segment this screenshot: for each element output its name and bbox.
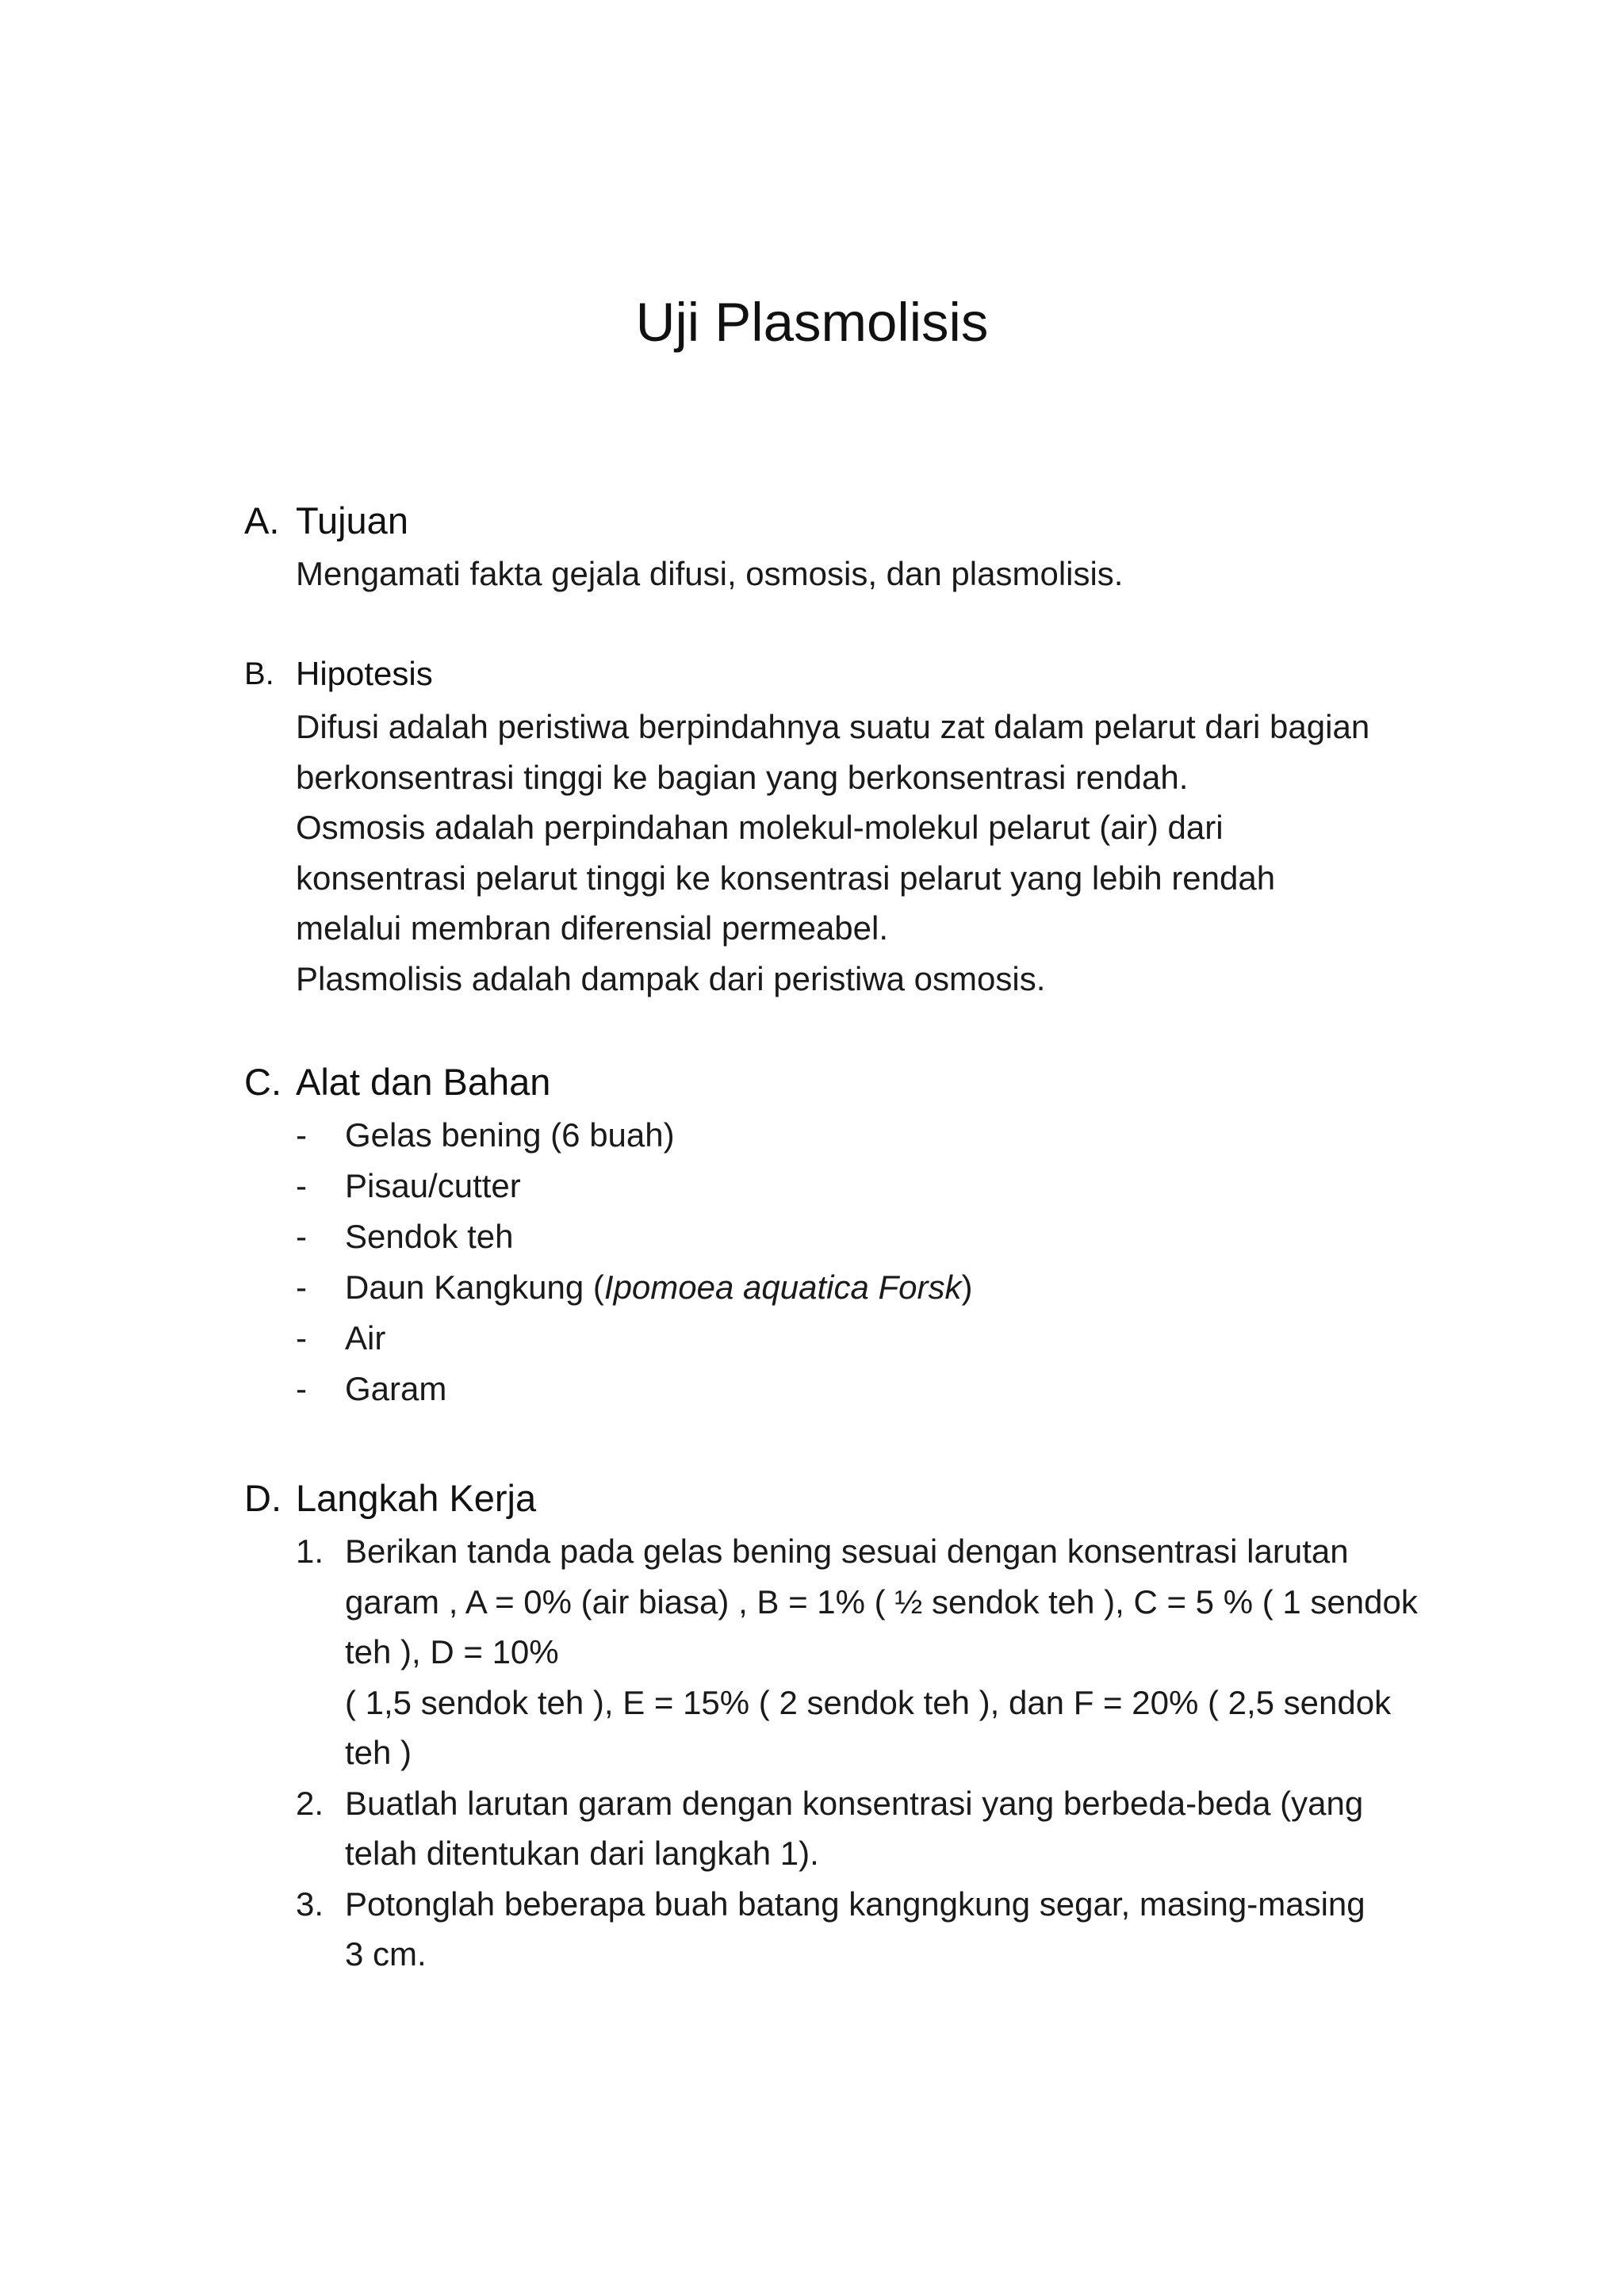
list-item	[296, 1211, 1450, 1262]
list-item-label: Sendok teh	[345, 1218, 514, 1255]
section-heading	[244, 493, 1450, 549]
list-item-label: Garam	[345, 1370, 447, 1407]
dash-bullet: -	[296, 1319, 307, 1357]
section-heading	[244, 1054, 1450, 1110]
text-line: 3 cm.	[345, 1935, 427, 1973]
dash-bullet: -	[296, 1370, 307, 1407]
section-hipotesis	[244, 646, 1450, 1004]
text-line: konsentrasi pelarut tinggi ke konsentrasi pelarut yang lebih rendah	[296, 859, 1276, 897]
latin-name: Ipomoea aquatica Forsk	[603, 1269, 962, 1306]
list-item	[296, 1313, 1450, 1364]
text-line: Berikan tanda pada gelas bening sesuai dengan konsentrasi larutan	[345, 1533, 1349, 1570]
section-letter: D.	[244, 1477, 282, 1519]
section-alat-dan-bahan	[244, 1054, 1450, 1414]
text-line: teh )	[345, 1734, 412, 1771]
list-item-suffix: )	[961, 1269, 973, 1306]
list-item-label: Gelas bening (6 buah)	[345, 1116, 675, 1154]
text-line: Potonglah beberapa buah batang kangngkung segar, masing-masing	[345, 1885, 1365, 1923]
text-line: Difusi adalah peristiwa berpindahnya suatu zat dalam pelarut dari bagian	[296, 708, 1370, 745]
section-body	[296, 702, 1450, 1004]
list-item	[296, 1161, 1450, 1211]
text-line: Plasmolisis adalah dampak dari peristiwa osmosis.	[296, 959, 1046, 997]
dash-bullet: -	[296, 1218, 307, 1255]
step-item	[296, 1778, 1450, 1879]
dash-bullet: -	[296, 1269, 307, 1306]
materials-list	[296, 1110, 1450, 1414]
section-tujuan	[244, 493, 1450, 599]
list-item-label: Air	[345, 1319, 386, 1357]
step-text	[345, 1879, 1450, 1980]
section-title: Langkah Kerja	[296, 1477, 537, 1519]
step-item	[296, 1879, 1450, 1980]
section-heading	[244, 646, 1450, 702]
text-line: ( 1,5 sendok teh ), E = 15% ( 2 sendok teh ), dan F = 20% ( 2,5 sendok	[345, 1683, 1392, 1721]
paragraph: Mengamati fakta gejala difusi, osmosis, dan plasmolisis.	[296, 555, 1124, 592]
section-title: Hipotesis	[296, 655, 433, 692]
step-number: 1.	[296, 1533, 324, 1570]
text-line: berkonsentrasi tinggi ke bagian yang berkonsentrasi rendah.	[296, 758, 1189, 796]
section-title: Tujuan	[296, 499, 408, 541]
list-item-label: Pisau/cutter	[345, 1167, 521, 1204]
step-number: 3.	[296, 1885, 324, 1923]
text-line: Buatlah larutan garam dengan konsentrasi yang berbeda-beda (yang	[345, 1784, 1364, 1822]
section-letter: C.	[244, 1061, 282, 1103]
list-item	[296, 1364, 1450, 1414]
page-title: Uji Plasmolisis	[635, 292, 989, 353]
text-line: garam , A = 0% (air biasa) , B = 1% ( ½ sendok teh ), C = 5 % ( 1 sendok	[345, 1582, 1418, 1621]
section-letter: B.	[244, 656, 274, 691]
list-item	[296, 1110, 1450, 1161]
step-item	[296, 1526, 1450, 1778]
dash-bullet: -	[296, 1116, 307, 1154]
text-line: Osmosis adalah perpindahan molekul-molekul pelarut (air) dari	[296, 809, 1224, 846]
section-title: Alat dan Bahan	[296, 1061, 551, 1103]
section-langkah-kerja	[244, 1471, 1450, 1980]
step-text	[345, 1778, 1450, 1879]
steps-list	[296, 1526, 1450, 1980]
section-heading	[244, 1471, 1450, 1526]
dash-bullet: -	[296, 1167, 307, 1204]
text-line: melalui membran diferensial permeabel.	[296, 909, 889, 947]
list-item	[296, 1262, 1450, 1313]
text-line: teh ), D = 10%	[345, 1633, 559, 1670]
section-body	[296, 549, 1450, 599]
section-letter: A.	[244, 499, 280, 541]
list-item-prefix: Daun Kangkung (	[345, 1269, 604, 1306]
text-line: telah ditentukan dari langkah 1).	[345, 1835, 819, 1872]
step-number: 2.	[296, 1784, 324, 1822]
step-text	[345, 1526, 1450, 1778]
